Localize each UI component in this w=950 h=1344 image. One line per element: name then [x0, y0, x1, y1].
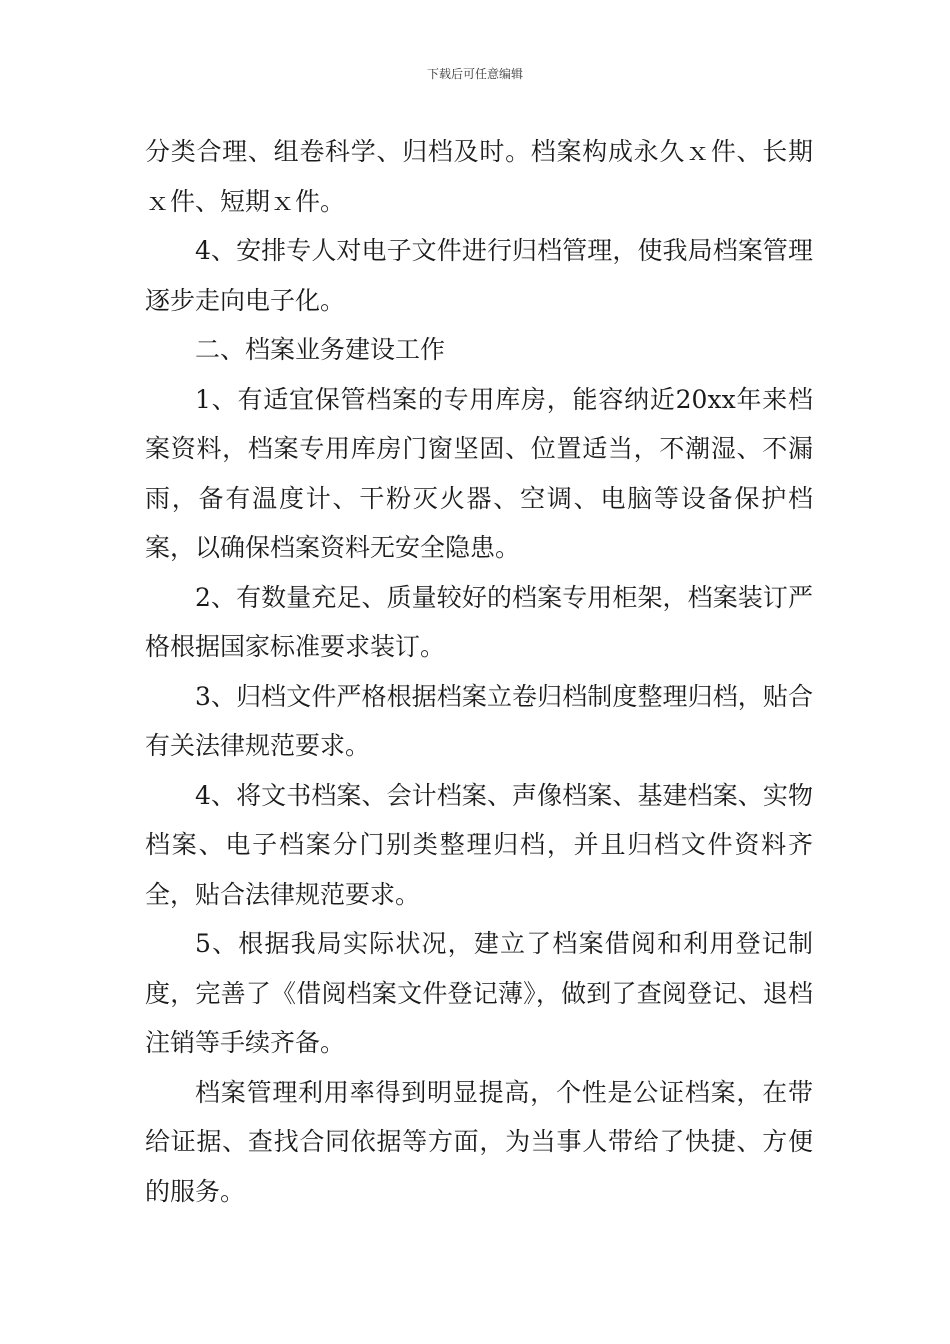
paragraph: 档案管理利用率得到明显提高，个性是公证档案，在带给证据、查找合同依据等方面，为当事人带给了快捷、方便的服务。: [145, 1077, 813, 1206]
page-header: 下载后可任意编辑: [426, 67, 523, 81]
paragraph: 分类合理、组卷科学、归档及时。档案构成永久ｘ件、长期ｘ件、短期ｘ件。: [145, 137, 813, 216]
section-heading: 二、档案业务建设工作: [195, 335, 446, 364]
paragraph: 2、有数量充足、质量较好的档案专用柜架，档案装订严格根据国家标准要求装订。: [145, 582, 813, 661]
paragraph: 5、根据我局实际状况，建立了档案借阅和利用登记制度，完善了《借阅档案文件登记薄》，做到了查阅登记、退档注销等手续齐备。: [145, 929, 813, 1057]
paragraph: 4、将文书档案、会计档案、声像档案、基建档案、实物档案、电子档案分门别类整理归档，并且归档文件资料齐全，贴合法律规范要求。: [145, 780, 813, 909]
paragraph: 4、安排专人对电子文件进行归档管理，使我局档案管理逐步走向电子化。: [145, 236, 813, 315]
document-body: [145, 127, 813, 1216]
paragraph: 3、归档文件严格根据档案立卷归档制度整理归档，贴合有关法律规范要求。: [145, 681, 813, 760]
paragraph: 1、有适宜保管档案的专用库房，能容纳近20xx年来档案资料，档案专用库房门窗坚固、位置适当，不潮湿、不漏雨，备有温度计、干粉灭火器、空调、电脑等设备保护档案，以确保档案资料无安全隐患。: [145, 384, 813, 562]
